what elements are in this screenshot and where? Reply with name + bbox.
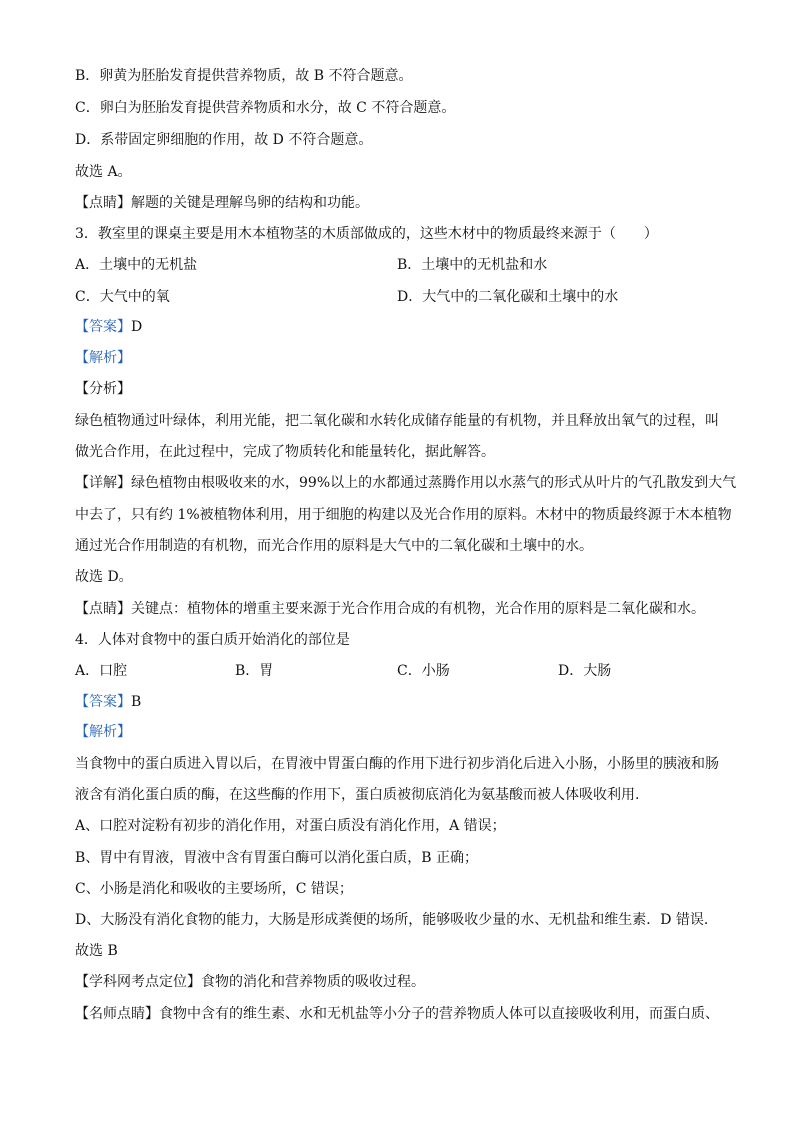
- q4-paragraph-2: 液含有消化蛋白质的酶，在这些酶的作用下，蛋白质被彻底消化为氨基酸而被人体吸收利用.: [75, 787, 640, 803]
- detail-tag: 【详解】: [75, 475, 131, 491]
- q4-option-c-analysis: C、小肠是消化和吸收的主要场所，C 错误；: [75, 881, 353, 897]
- q3-detail-line-3: 通过光合作用制造的有机物，而光合作用的原料是大气中的二氧化碳和土壤中的水。: [75, 538, 593, 554]
- q4-analysis-tag: 【解析】: [75, 724, 131, 740]
- q3-option-b: B．土壤中的无机盐和水: [397, 257, 548, 273]
- q3-answer: [75, 317, 142, 337]
- q4-option-a: A．口腔: [75, 663, 128, 679]
- q4-teacher-comment: [75, 1004, 719, 1024]
- q3-option-d: D．大气中的二氧化碳和土壤中的水: [397, 289, 619, 305]
- q4-paragraph-1: 当食物中的蛋白质进入胃以后，在胃液中胃蛋白酶的作用下进行初步消化后进入小肠，小肠里的胰液和肠: [75, 756, 719, 772]
- q3-option-c: C．大气中的氧: [75, 289, 170, 305]
- q3-fenxi-text-1: 绿色植物通过叶绿体，利用光能，把二氧化碳和水转化成储存能量的有机物，并且释放出氧气的过程，叫: [75, 413, 719, 429]
- knowledge-tag: 【学科网考点定位】: [75, 974, 201, 990]
- teacher-comment-text: 食物中含有的维生素、水和无机盐等小分子的营养物质人体可以直接吸收利用，而蛋白质、: [159, 1006, 719, 1022]
- q4-option-d-analysis: D、大肠没有消化食物的能力，大肠是形成粪便的场所，能够吸收少量的水、无机盐和维生素．D 错误.: [75, 912, 709, 928]
- answer-tag: 【答案】: [75, 319, 131, 335]
- comment-tag: 【点睛】: [75, 601, 131, 617]
- option-c-explanation: C．卵白为胚胎发育提供营养物质和水分，故 C 不符合题意。: [75, 100, 456, 116]
- q3-analysis-tag: 【解析】: [75, 350, 131, 366]
- q3-detail-line-2: 中去了，只有约 1%被植物体利用，用于细胞的构建以及光合作用的原料。木材中的物质最终源于木本植物: [75, 507, 732, 523]
- teacher-comment-tag: 【名师点睛】: [75, 1006, 159, 1022]
- q3-detail-line-1: [75, 473, 736, 493]
- knowledge-text: 食物的消化和营养物质的吸收过程。: [201, 974, 425, 990]
- q3-fenxi-tag: 【分析】: [75, 381, 131, 397]
- question-4: 4．人体对食物中的蛋白质开始消化的部位是: [75, 632, 350, 648]
- comment-text: 解题的关键是理解鸟卵的结构和功能。: [131, 195, 369, 211]
- answer-value: D: [131, 319, 143, 335]
- question-3: 3．教室里的课桌主要是用木本植物茎的木质部做成的，这些木材中的物质最终来源于（ ）: [75, 226, 658, 242]
- comment-tag: 【点睛】: [75, 195, 131, 211]
- q4-selection: 故选 B: [75, 943, 118, 959]
- q4-answer: [75, 692, 141, 712]
- q3-comment: [75, 599, 705, 619]
- option-d-explanation: D．系带固定卵细胞的作用，故 D 不符合题意。: [75, 132, 373, 148]
- answer-selection: 故选 A。: [75, 164, 132, 180]
- detail-text: 绿色植物由根吸收来的水，99%以上的水都通过蒸腾作用以水蒸气的形式从叶片的气孔散发到大气: [131, 475, 737, 491]
- q3-fenxi-text-2: 做光合作用，在此过程中，完成了物质转化和能量转化，据此解答。: [75, 444, 495, 460]
- q4-knowledge-point: [75, 972, 425, 992]
- q4-option-b: B．胃: [235, 663, 274, 679]
- answer-tag: 【答案】: [75, 694, 131, 710]
- q3-selection: 故选 D。: [75, 569, 133, 585]
- comment-line: [75, 193, 369, 213]
- comment-text: 关键点：植物体的增重主要来源于光合作用合成的有机物，光合作用的原料是二氧化碳和水。: [131, 601, 705, 617]
- q4-option-c: C．小肠: [397, 663, 450, 679]
- q4-option-d: D．大肠: [558, 663, 612, 679]
- q3-option-a: A．土壤中的无机盐: [75, 257, 198, 273]
- q4-option-b-analysis: B、胃中有胃液，胃液中含有胃蛋白酶可以消化蛋白质，B 正确；: [75, 850, 479, 866]
- q4-option-a-analysis: A、口腔对淀粉有初步的消化作用，对蛋白质没有消化作用，A 错误；: [75, 818, 506, 834]
- option-b-explanation: B．卵黄为胚胎发育提供营养物质，故 B 不符合题意。: [75, 68, 413, 84]
- answer-value: B: [131, 694, 142, 710]
